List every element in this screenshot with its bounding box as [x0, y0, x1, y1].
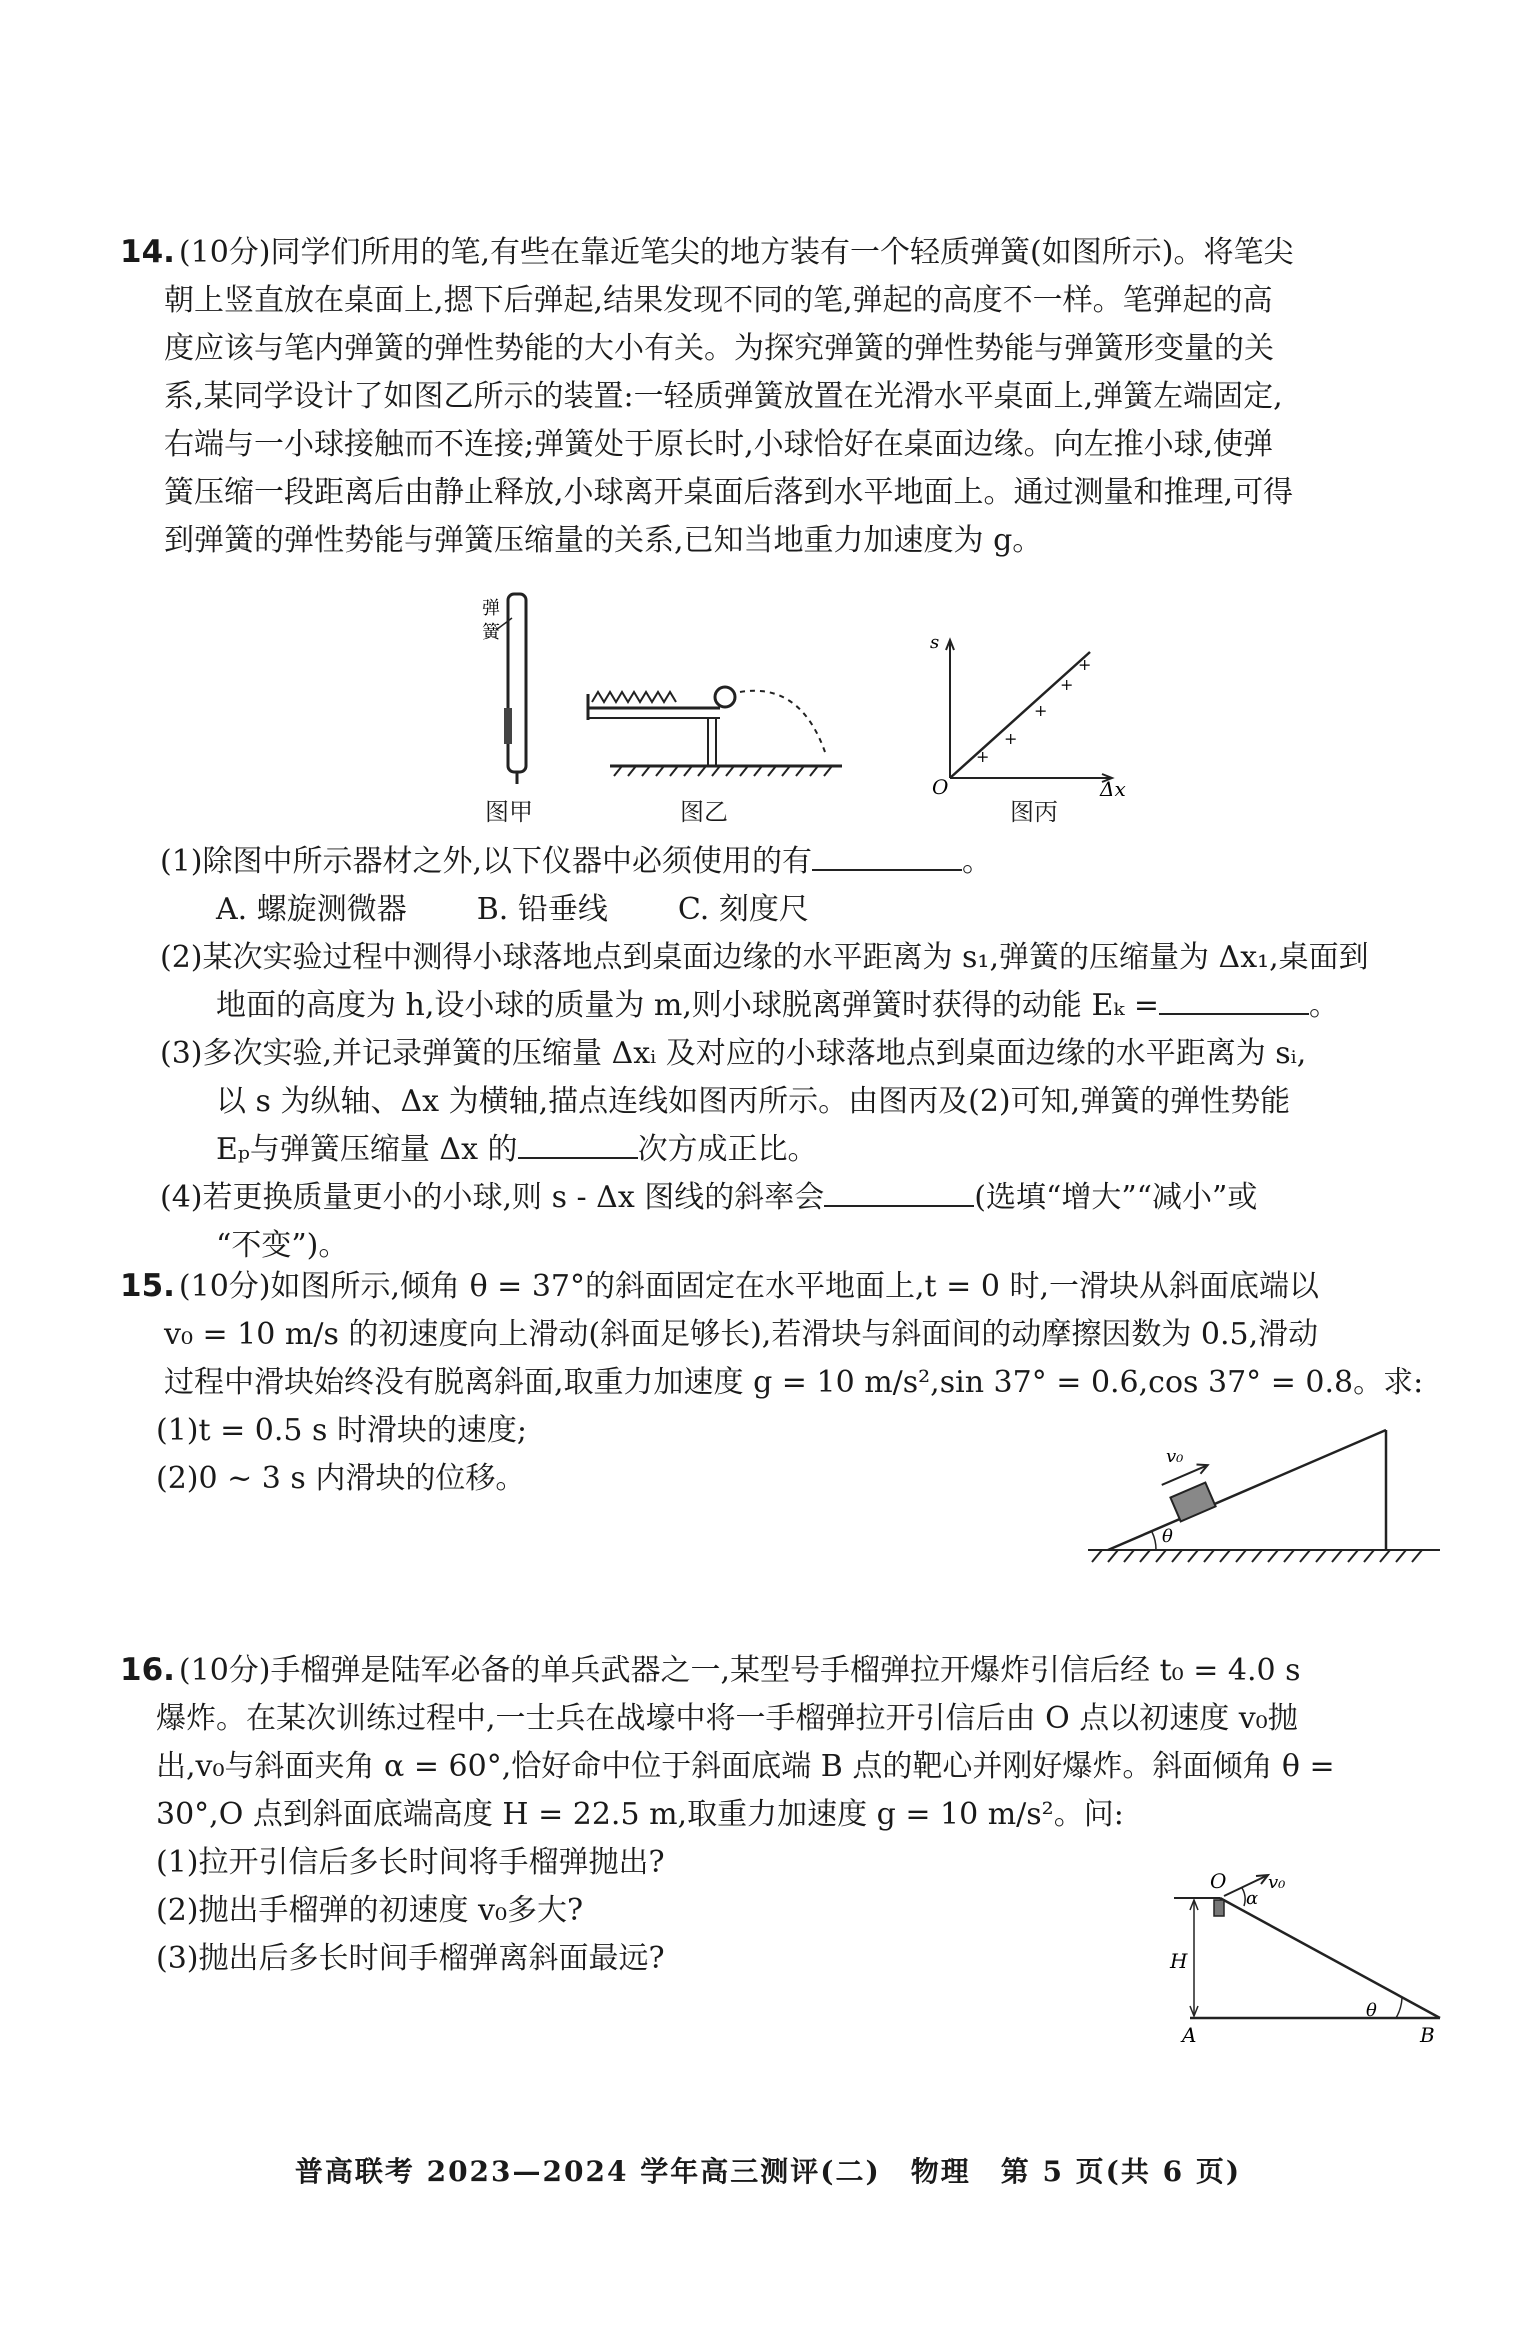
q16-line-2: 爆炸。在某次训练过程中,一士兵在战壕中将一手榴弹拉开引信后由 O 点以初速度 v₀抛: [156, 1701, 1298, 1736]
theta-label: θ: [1366, 2000, 1377, 2021]
q16-number: 16.: [120, 1652, 175, 1688]
q14-number: 14.: [120, 234, 175, 270]
spring-coil: [592, 692, 676, 702]
q14-sub2-line-1: (2)某次实验过程中测得小球落地点到桌面边缘的水平距离为 s₁,弹簧的压缩量为 Δx₁,桌面到: [160, 940, 1369, 975]
figure-grenade-incline: [1160, 1870, 1450, 2050]
q14-line-2: 朝上竖直放在桌面上,摁下后弹起,结果发现不同的笔,弹起的高度不一样。笔弹起的高: [164, 283, 1273, 318]
spring-label-char-2: 簧: [482, 622, 500, 643]
option-c: C. 刻度尺: [677, 892, 809, 927]
answer-blank[interactable]: [518, 1127, 638, 1159]
graph-x-label: Δx: [1100, 777, 1126, 798]
q14-options: [120, 886, 1440, 934]
q14-line-7: 到弹簧的弹性势能与弹簧压缩量的关系,已知当地重力加速度为 g。: [164, 523, 1043, 558]
q14-line-6: 簧压缩一段距离后由静止释放,小球离开桌面后落到水平地面上。通过测量和推理,可得: [164, 475, 1294, 510]
figure-pen-spring: [460, 588, 550, 788]
spring-label-char-1: 弹: [482, 598, 500, 619]
velocity-arrow: [1162, 1466, 1206, 1485]
option-b: B. 铅垂线: [476, 892, 608, 927]
sliding-block: [1170, 1483, 1215, 1522]
q14-sub3-line-3: Eₚ与弹簧压缩量 Δx 的 次方成正比。: [120, 1126, 1440, 1174]
q14-sub3-line-1: (3)多次实验,并记录弹簧的压缩量 Δxᵢ 及对应的小球落地点到桌面边缘的水平距离为 sᵢ,: [160, 1036, 1307, 1071]
answer-blank[interactable]: [1159, 983, 1309, 1015]
figure-s-dx-graph: [920, 628, 1160, 798]
caption-yi: 图乙: [680, 798, 728, 826]
height-H-label: H: [1170, 1949, 1188, 1973]
answer-blank[interactable]: [812, 839, 962, 871]
graph-origin-label: O: [932, 775, 949, 798]
graph-point: +: [1004, 729, 1018, 748]
q16-line-3: 出,v₀与斜面夹角 α = 60°,恰好命中位于斜面底端 B 点的靶心并刚好爆炸。斜面倾角 θ =: [156, 1749, 1335, 1784]
graph-point: +: [1078, 655, 1092, 674]
v0-label: v₀: [1166, 1446, 1184, 1467]
ball: [715, 687, 735, 707]
q16-sub1: (1)拉开引信后多长时间将手榴弹抛出?: [156, 1845, 665, 1880]
graph-point: +: [976, 747, 990, 766]
q15-line-1: 15. (10分)如图所示,倾角 θ = 37°的斜面固定在水平地面上,t = 0 时,一滑块从斜面底端以: [120, 1268, 1319, 1304]
q15-line-3: 过程中滑块始终没有脱离斜面,取重力加速度 g = 10 m/s²,sin 37° = 0.6,cos 37° = 0.8。求:: [164, 1365, 1424, 1400]
q16-sub3: (3)抛出后多长时间手榴弹离斜面最远?: [156, 1941, 665, 1976]
graph-y-label: s: [930, 632, 940, 653]
answer-blank[interactable]: [824, 1175, 974, 1207]
q15-sub2: (2)0 ~ 3 s 内滑块的位移。: [156, 1461, 526, 1496]
incline-surface: [1108, 1430, 1386, 1550]
q16-line-1: 16. (10分)手榴弹是陆军必备的单兵武器之一,某型号手榴弹拉开爆炸引信后经 t₀ = 4.0 s: [120, 1652, 1301, 1688]
q14-sub2-line-2: 地面的高度为 h,设小球的质量为 m,则小球脱离弹簧时获得的动能 Eₖ = 。: [120, 982, 1440, 1030]
incline-surface: [1220, 1898, 1440, 2018]
q15-line-2: v₀ = 10 m/s 的初速度向上滑动(斜面足够长),若滑块与斜面间的动摩擦因数为 0.5,滑动: [164, 1317, 1319, 1352]
q14-line-1: 14. (10分)同学们所用的笔,有些在靠近笔尖的地方装有一个轻质弹簧(如图所示)。将笔尖: [120, 234, 1294, 270]
figure-spring-table: [580, 672, 850, 784]
theta-label: θ: [1162, 1526, 1173, 1547]
q16-sub2: (2)抛出手榴弹的初速度 v₀多大?: [156, 1893, 584, 1928]
caption-jia: 图甲: [485, 798, 533, 826]
q14-line-5: 右端与一小球接触而不连接;弹簧处于原长时,小球恰好在桌面边缘。向左推小球,使弹: [164, 427, 1274, 462]
q16-line-4: 30°,O 点到斜面底端高度 H = 22.5 m,取重力加速度 g = 10 m/s²。问:: [156, 1797, 1124, 1832]
q14-sub3-line-2: 以 s 为纵轴、Δx 为横轴,描点连线如图丙所示。由图丙及(2)可知,弹簧的弹性势能: [216, 1084, 1291, 1119]
option-a: A. 螺旋测微器: [216, 892, 407, 927]
q15-sub1: (1)t = 0.5 s 时滑块的速度;: [156, 1413, 528, 1448]
q14-line-4: 系,某同学设计了如图乙所示的装置:一轻质弹簧放置在光滑水平桌面上,弹簧左端固定,: [164, 379, 1283, 414]
graph-line: [950, 652, 1090, 778]
q14-subquestions: [120, 838, 1440, 1270]
question-14: [120, 228, 1440, 565]
page-footer: 普高联考 2023—2024 学年高三测评(二) 物理 第 5 页(共 6 页): [294, 2155, 1242, 2188]
q14-sub4-line-1: (4)若更换质量更小的小球,则 s - Δx 图线的斜率会 (选填“增大”“减小”或: [120, 1174, 1440, 1222]
graph-point: +: [1060, 675, 1074, 694]
q14-sub1: (1)除图中所示器材之外,以下仪器中必须使用的有 。: [120, 838, 1440, 886]
q14-line-3: 度应该与笔内弹簧的弹性势能的大小有关。为探究弹簧的弹性势能与弹簧形变量的关: [164, 331, 1274, 366]
graph-point: +: [1034, 701, 1048, 720]
caption-bing: 图丙: [1010, 798, 1058, 826]
soldier-marker: [1214, 1900, 1224, 1916]
q15-number: 15.: [120, 1268, 175, 1304]
trajectory: [740, 691, 825, 752]
figure-incline-block: [1068, 1420, 1448, 1570]
point-O-label: O: [1210, 1870, 1227, 1893]
point-A-label: A: [1182, 2023, 1197, 2047]
q14-sub4-line-2: “不变”)。: [216, 1228, 349, 1263]
alpha-label: α: [1246, 1888, 1259, 1909]
point-B-label: B: [1420, 2023, 1435, 2047]
v0-label: v₀: [1268, 1872, 1286, 1893]
